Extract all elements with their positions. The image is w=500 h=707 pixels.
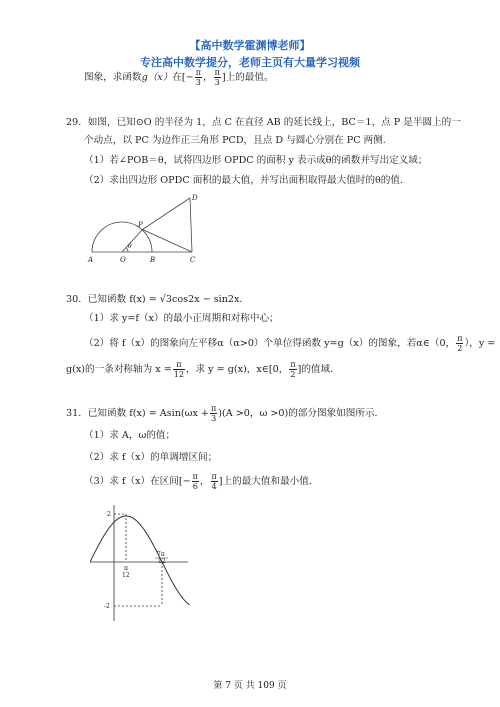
q31-stem-part1: 31．已知函数 f(x) = Asin(ωx + [66,408,209,419]
prev-question-tail [84,68,274,87]
q29-line2: 个动点，以 PC 为边作正三角形 PCD，且点 D 与圆心分别在 PC 两侧． [84,135,393,146]
prev-tail-comma: ， [202,72,213,83]
q29-label-b: B [150,256,156,264]
prev-tail-mid: 在[− [172,72,194,83]
q29-label-o: O [120,256,126,264]
q29-label-d: D [192,194,198,202]
prev-tail-func: g（x） [141,72,173,83]
q31-label-neg2: -2 [104,603,110,610]
q31-label-2: 2 [107,511,111,518]
q29-label-c: C [190,256,196,264]
q29-segment-op [122,230,143,253]
q29-figure [82,190,212,270]
fraction-pi-4: $\frac{\pi}{4}$ [211,472,217,491]
q29-segment-pd [143,198,191,230]
fraction-pi-2b: $\frac{\pi}{2}$ [290,360,296,379]
header-subtitle: 专注高中数学提分，老师主页有大量学习视频 [140,56,360,69]
q31-label-12b: 12 [158,558,166,565]
q29-sub1: （1）若∠POB＝θ，试将四边形 OPDC 的面积 y 表示成θ的函数并写出定义域； [84,155,428,166]
fraction-pi-2a: $\frac{\pi}{2}$ [457,334,463,353]
q29-segment-dc [190,198,192,252]
q30-line3-part1: g(x)的一条对称轴为 x = [66,364,172,375]
q29-label-a: A [88,256,94,264]
q31-label-12a: 12 [122,572,130,579]
q31-sub1: （1）求 A，ω的值； [84,430,176,441]
fraction-pi-12: $\frac{\pi}{12}$ [173,360,184,379]
q30-sub2-part2: ），y = [464,338,496,349]
q30-line3-part2: ，求 y = g(x)，x∈[0， [185,364,289,375]
q29-line1: 29．如图，已知⊙O 的半径为 1，点 C 在直径 AB 的延长线上，BC＝1，点 P 是半圆上的一 [66,117,461,128]
q31-sub3-part1: （3）求 f（x）在区间[− [84,476,191,487]
q31-sub3-part2: ， [199,476,210,487]
q31-sub2: （2）求 f（x）的单调增区间； [84,452,218,463]
q30-sub2-part1: （2）将 f（x）的图象向左平移α（α>0）个单位得函数 y=g（x）的图象，若α∈（0， [84,338,456,349]
fraction-pi-3c: $\frac{\pi}{3}$ [210,404,217,423]
q29-sub2: （2）求出四边形 OPDC 面积的最大值，并写出面积取得最大值时的θ的值． [84,175,410,186]
q31-label-pi: π [124,565,128,572]
q31-sub3 [84,472,318,491]
q30-sub2 [84,334,495,353]
fraction-pi-3b: $\frac{\pi}{3}$ [214,68,220,87]
q30-line3 [66,360,340,379]
q29-label-theta: θ [128,243,132,250]
q31-sine-curve [90,516,189,605]
q31-label-7pi: 7π [157,551,165,558]
page-footer: 第 7 页 共 109 页 [213,681,287,691]
q30-stem: 30．已知函数 f(x) = √3cos2x − sin2x． [66,294,250,305]
fraction-pi-6: $\frac{\pi}{6}$ [192,472,198,491]
q31-graph [90,503,190,623]
q31-stem [66,404,384,423]
q29-label-p: P [138,221,143,229]
q31-stem-part2: )(A >0，ω >0)的部分图象如图所示． [218,408,385,419]
fraction-pi-3a: $\frac{\pi}{3}$ [195,68,201,87]
q30-sub1: （1）求 y=f（x）的最小正周期和对称中心； [84,313,279,324]
prev-tail-suffix: ]上的最值。 [221,72,274,83]
header-title: 【高中数学霍渊博老师】 [189,39,311,52]
q30-line3-part3: ]的值域． [297,364,340,375]
prev-tail-prefix: 图象，求函数 [84,72,142,83]
q31-sub3-part3: ]上的最大值和最小值． [218,476,319,487]
q29-semicircle [92,222,152,252]
